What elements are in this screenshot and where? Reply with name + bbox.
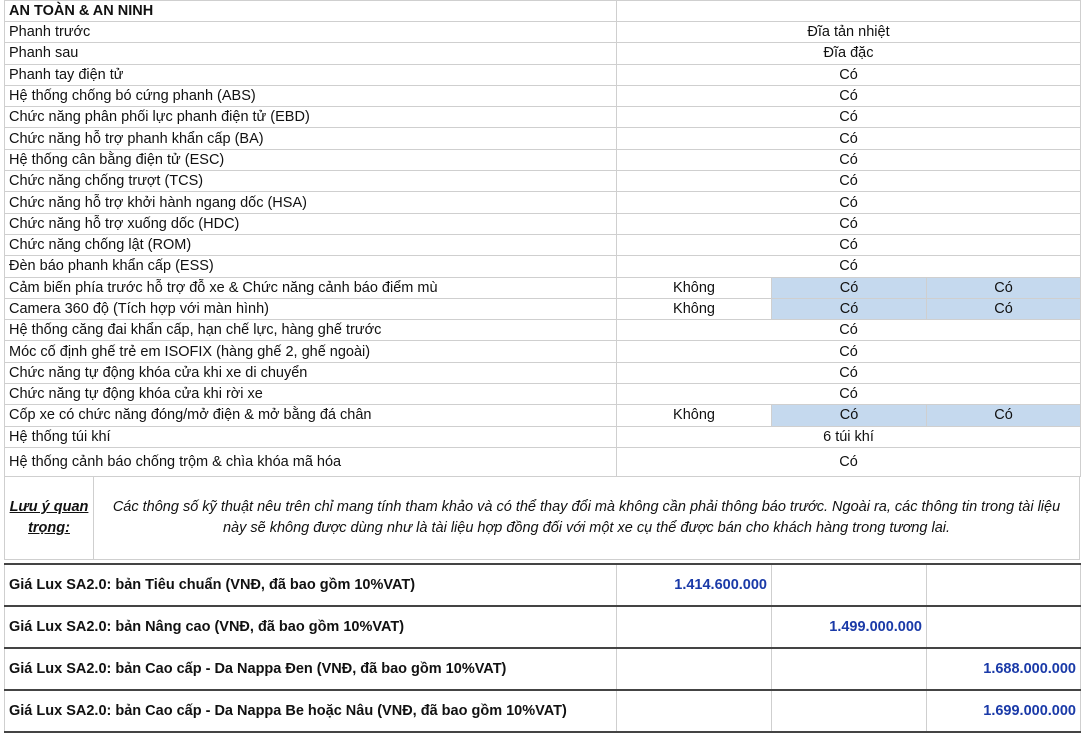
price-value: 1.688.000.000 [927, 648, 1081, 690]
note-text: Các thông số kỹ thuật nêu trên chỉ mang tính tham khảo và có thể thay đổi mà không cần phải thông báo trước. Ngoài ra, các thông tin trong tài liệu này sẽ không được dùng như là tài liệu hợp đồng đối với một xe cụ thể được bán cho khách hàng trong tương lai. [112, 498, 1061, 536]
spec-label: Chức năng chống lật (ROM) [5, 234, 617, 255]
spec-row [5, 426, 1081, 447]
spec-value: Có [617, 384, 1081, 405]
spec-value-3: Có [927, 405, 1081, 426]
spec-row [5, 149, 1081, 170]
spec-row [5, 362, 1081, 383]
spec-label: Phanh tay điện tử [5, 64, 617, 85]
price-label: Giá Lux SA2.0: bản Cao cấp - Da Nappa Đen (VNĐ, đã bao gồm 10%VAT) [5, 648, 617, 690]
spec-row [5, 128, 1081, 149]
spec-value-2: Có [772, 277, 927, 298]
spec-value: Có [617, 447, 1081, 476]
price-empty-cell [617, 648, 772, 690]
spec-row [5, 213, 1081, 234]
spec-value: Có [617, 213, 1081, 234]
spec-value-2: Có [772, 405, 927, 426]
spec-label: Phanh trước [5, 22, 617, 43]
spec-value: Có [617, 85, 1081, 106]
spec-row [5, 85, 1081, 106]
spec-value: 6 túi khí [617, 426, 1081, 447]
spec-value: Có [617, 128, 1081, 149]
spec-row [5, 405, 1081, 426]
spec-value-1: Không [617, 405, 772, 426]
spec-label: Hệ thống chống bó cứng phanh (ABS) [5, 85, 617, 106]
spec-value: Đĩa tản nhiệt [617, 22, 1081, 43]
spec-label: Hệ thống căng đai khẩn cấp, hạn chế lực, hàng ghế trước [5, 320, 617, 341]
important-note [4, 477, 1080, 560]
price-label: Giá Lux SA2.0: bản Cao cấp - Da Nappa Be hoặc Nâu (VNĐ, đã bao gồm 10%VAT) [5, 690, 617, 732]
spec-value: Có [617, 64, 1081, 85]
price-label: Giá Lux SA2.0: bản Tiêu chuẩn (VNĐ, đã bao gồm 10%VAT) [5, 564, 617, 606]
price-value: 1.414.600.000 [617, 564, 772, 606]
price-row [5, 564, 1081, 606]
spec-value-3: Có [927, 298, 1081, 319]
spec-row [5, 447, 1081, 476]
spec-value: Có [617, 171, 1081, 192]
price-value: 1.499.000.000 [772, 606, 927, 648]
spec-sheet [4, 0, 1084, 733]
price-empty-cell [927, 564, 1081, 606]
price-empty-cell [772, 690, 927, 732]
price-empty-cell [617, 606, 772, 648]
spec-row [5, 22, 1081, 43]
spec-label: Móc cố định ghế trẻ em ISOFIX (hàng ghế 2, ghế ngoài) [5, 341, 617, 362]
spec-value: Có [617, 320, 1081, 341]
spec-row [5, 107, 1081, 128]
price-empty-cell [927, 606, 1081, 648]
spec-row [5, 277, 1081, 298]
price-value: 1.699.000.000 [927, 690, 1081, 732]
spec-row [5, 320, 1081, 341]
spec-row [5, 341, 1081, 362]
spec-row [5, 64, 1081, 85]
section-title: AN TOÀN & AN NINH [5, 1, 617, 22]
spec-value: Có [617, 362, 1081, 383]
price-empty-cell [772, 564, 927, 606]
spec-label: Hệ thống cân bằng điện tử (ESC) [5, 149, 617, 170]
spec-value: Đĩa đặc [617, 43, 1081, 64]
spec-value-1: Không [617, 277, 772, 298]
price-row [5, 648, 1081, 690]
spec-label: Chức năng hỗ trợ xuống dốc (HDC) [5, 213, 617, 234]
spec-label: Chức năng hỗ trợ khởi hành ngang dốc (HSA) [5, 192, 617, 213]
spec-label: Chức năng tự động khóa cửa khi rời xe [5, 384, 617, 405]
spec-value: Có [617, 256, 1081, 277]
spec-label: Hệ thống cảnh báo chống trộm & chìa khóa mã hóa [5, 447, 617, 476]
spec-label: Chức năng chống trượt (TCS) [5, 171, 617, 192]
spec-row [5, 171, 1081, 192]
section-header-row [5, 1, 1081, 22]
spec-row [5, 384, 1081, 405]
spec-label: Chức năng tự động khóa cửa khi xe di chuyển [5, 362, 617, 383]
price-label: Giá Lux SA2.0: bản Nâng cao (VNĐ, đã bao gồm 10%VAT) [5, 606, 617, 648]
spec-label: Chức năng phân phối lực phanh điện tử (EBD) [5, 107, 617, 128]
spec-label: Phanh sau [5, 43, 617, 64]
spec-value: Có [617, 107, 1081, 128]
spec-value: Có [617, 149, 1081, 170]
spec-label: Chức năng hỗ trợ phanh khẩn cấp (BA) [5, 128, 617, 149]
spec-label: Hệ thống túi khí [5, 426, 617, 447]
safety-spec-table [4, 0, 1081, 477]
price-row [5, 690, 1081, 732]
spec-label: Cảm biến phía trước hỗ trợ đỗ xe & Chức năng cảnh báo điểm mù [5, 277, 617, 298]
spec-value-1: Không [617, 298, 772, 319]
spec-row [5, 43, 1081, 64]
spec-label: Cốp xe có chức năng đóng/mở điện & mở bằng đá chân [5, 405, 617, 426]
note-label: Lưu ý quan trọng: [5, 477, 94, 559]
spec-value-2: Có [772, 298, 927, 319]
spec-value: Có [617, 192, 1081, 213]
price-table [4, 563, 1081, 733]
spec-label: Camera 360 độ (Tích hợp với màn hình) [5, 298, 617, 319]
price-row [5, 606, 1081, 648]
spec-label: Đèn báo phanh khẩn cấp (ESS) [5, 256, 617, 277]
price-empty-cell [617, 690, 772, 732]
spec-row [5, 298, 1081, 319]
spec-row [5, 256, 1081, 277]
spec-row [5, 192, 1081, 213]
price-empty-cell [772, 648, 927, 690]
spec-value: Có [617, 341, 1081, 362]
spec-value-3: Có [927, 277, 1081, 298]
spec-value: Có [617, 234, 1081, 255]
spec-row [5, 234, 1081, 255]
